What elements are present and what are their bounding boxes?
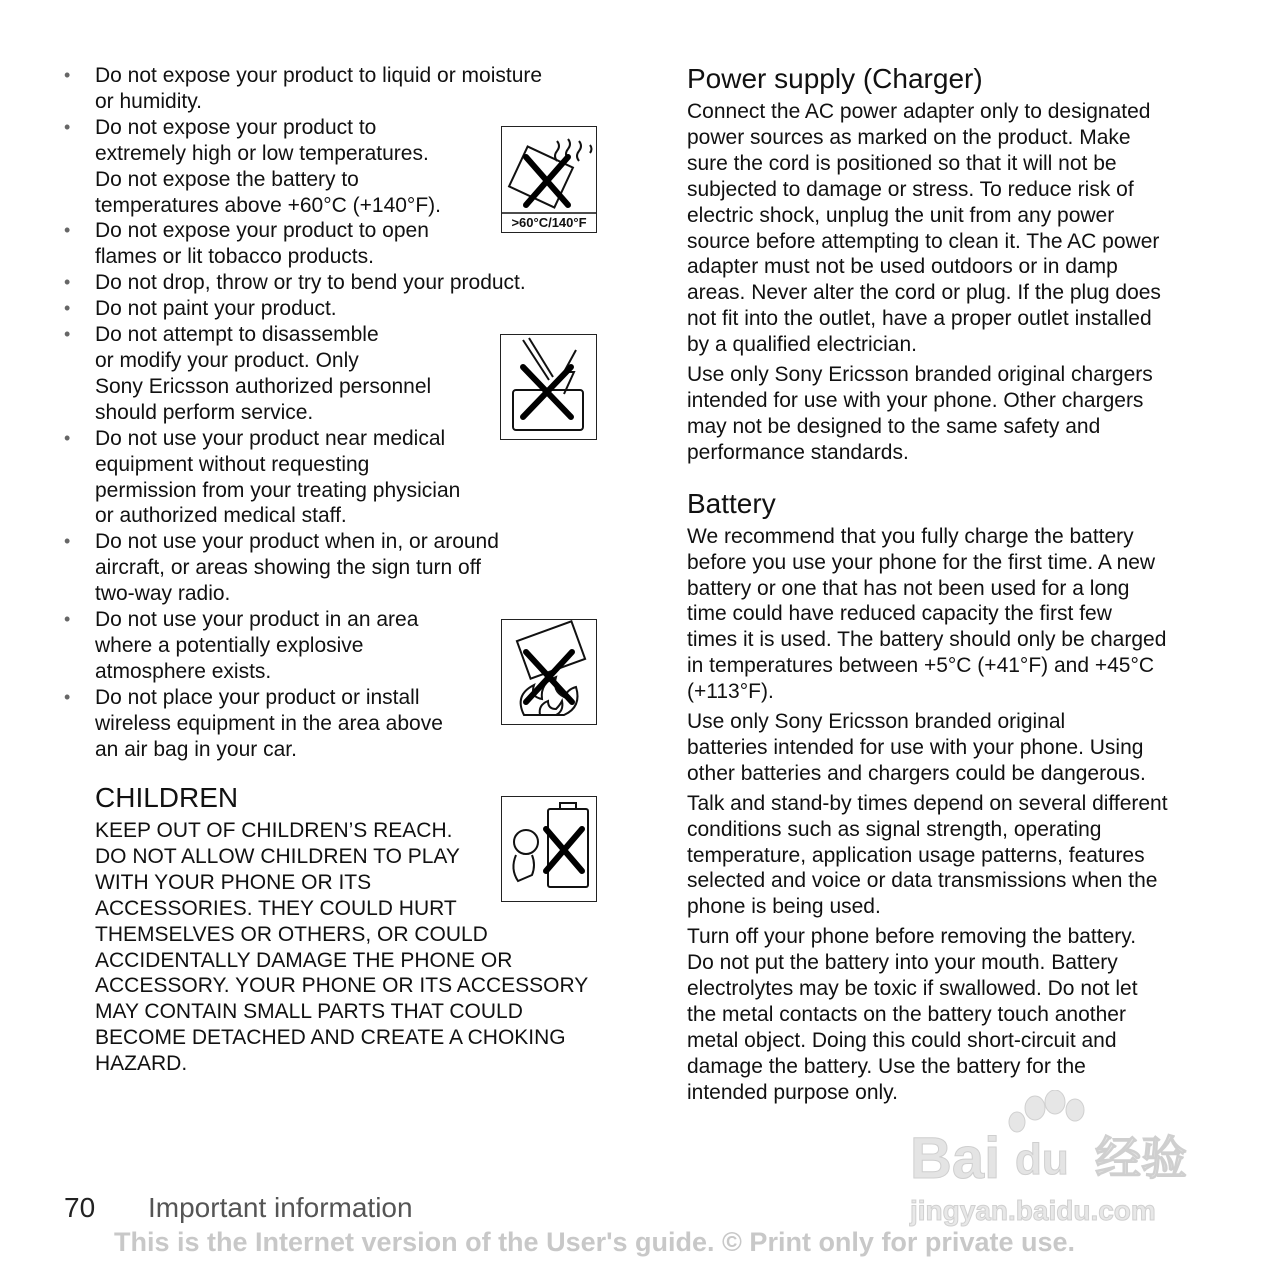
copyright-note: This is the Internet version of the User's guide. © Print only for private use. xyxy=(114,1227,1076,1257)
svg-text:jingyan.baidu.com: jingyan.baidu.com xyxy=(910,1195,1156,1226)
list-item: • Do not expose your product to liquid or moisture or humidity. xyxy=(64,63,604,115)
baidu-watermark xyxy=(905,1090,1205,1230)
battery-paragraph-3: Talk and stand-by times depend on several different conditions such as signal strength, operating temperature, application usage patterns, features selected and voice or data transmissions when the phone is being used. xyxy=(687,791,1168,919)
heat-warning-icon xyxy=(501,126,597,233)
svg-text:经验: 经验 xyxy=(1095,1132,1187,1184)
list-item: • Do not expose your product to extremely high or low temperatures. Do not expose the battery to temperatures above +60°C (+140°F). xyxy=(64,115,604,219)
battery-paragraph-2: Use only Sony Ericsson branded original batteries intended for use with your phone. Using other batteries and chargers could be dangerous. xyxy=(687,710,1146,785)
list-item: • Do not use your product when in, or around aircraft, or areas showing the sign turn off two-way radio. xyxy=(64,529,604,607)
power-supply-heading: Power supply (Charger) xyxy=(687,63,983,94)
explosive-warning-icon xyxy=(501,619,597,725)
list-item: • Do not place your product or install wireless equipment in the area above an air bag in your car. xyxy=(64,685,604,763)
list-item: • Do not attempt to disassemble or modify your product. Only Sony Ericsson authorized personnel should perform service. xyxy=(64,322,604,426)
right-column xyxy=(687,63,1207,1110)
children-text: KEEP OUT OF CHILDREN’S REACH. DO NOT ALLOW CHILDREN TO PLAY WITH YOUR PHONE OR ITS ACCESSORIES. THEY COULD HURT THEMSELVES OR OTHERS, OR COULD ACCIDENTALLY DAMAGE THE PHONE OR ACCESSORY. YOUR PHONE OR ITS ACCESSORY MAY CONTAIN SMALL PARTS THAT COULD BECOME DETACHED AND CREATE A CHOKING HAZARD. xyxy=(95,819,589,1076)
page-number: 70 xyxy=(64,1192,96,1223)
list-item: • Do not use your product near medical equipment without requesting permission from your treating physician or authorized medical staff. xyxy=(64,426,604,530)
list-item: • Do not use your product in an area where a potentially explosive atmosphere exists. xyxy=(64,607,604,685)
battery-paragraph-4: Turn off your phone before removing the battery. Do not put the battery into your mouth. Battery electrolytes may be toxic if swallowed. Do not let the metal contacts on the battery touch another metal object. Doing this could short-circuit and damage the battery. Use the battery for the intended purpose only. xyxy=(687,925,1138,1104)
section-title: Important information xyxy=(148,1192,413,1223)
list-item: • Do not drop, throw or try to bend your product. xyxy=(64,270,604,296)
children-heading: CHILDREN xyxy=(95,782,239,813)
svg-text:>60°C/140°F: >60°C/140°F xyxy=(511,215,587,230)
battery-heading: Battery xyxy=(687,487,776,519)
battery-paragraph-1: We recommend that you fully charge the battery before you use your phone for the first time. A new battery or one that has not been used for a long time could have reduced capacity the first few times it is used. The battery should only be charged in temperatures between +5°C (+41°F) and +45°C (+113°F). xyxy=(687,524,1167,704)
list-item: • Do not expose your product to open flames or lit tobacco products. xyxy=(64,218,604,270)
svg-text:Bai: Bai xyxy=(910,1126,1001,1191)
power-supply-paragraph-1: Connect the AC power adapter only to designated power sources as marked on the product. Make sure the cord is positioned so that it will not be subjected to damage or stress. To reduce risk of electric shock, unplug the unit from any power source before attempting to clean it. The AC power adapter must not be used outdoors or in damp areas. Never alter the cord or plug. If the plug does not fit into the outlet, have a proper outlet installed by a qualified electrician. xyxy=(687,100,1161,357)
list-item: • Do not paint your product. xyxy=(64,296,604,322)
disassemble-warning-icon xyxy=(500,334,597,440)
children-warning-icon xyxy=(501,796,597,902)
power-supply-paragraph-2: Use only Sony Ericsson branded original chargers intended for use with your phone. Other chargers may not be designed to the same safety and performance standards. xyxy=(687,363,1153,464)
svg-text:du: du xyxy=(1015,1135,1069,1184)
